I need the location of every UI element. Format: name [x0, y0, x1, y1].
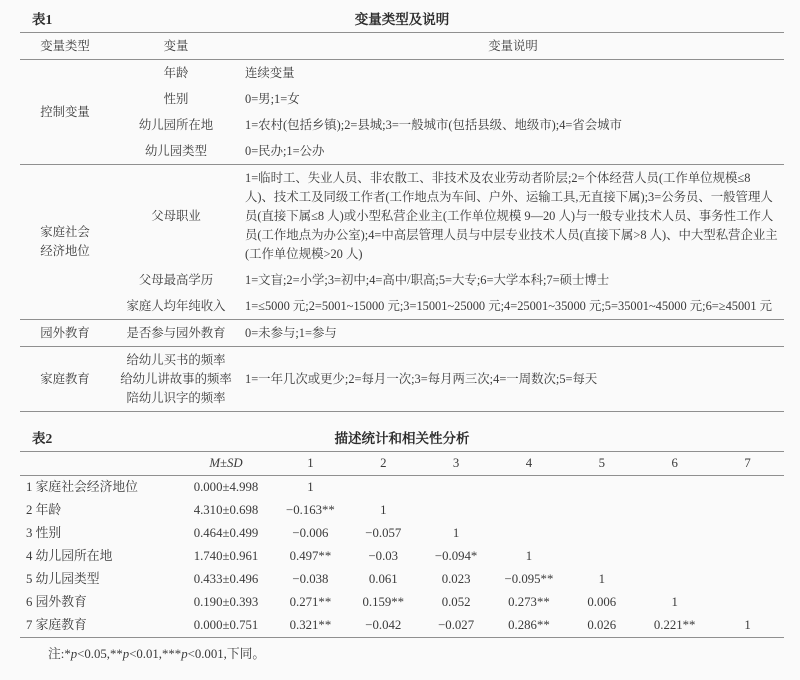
table2-row-label: 7 家庭教育: [26, 618, 87, 632]
table1-category-cell: [20, 165, 110, 320]
table2-row-label: 2 年龄: [26, 503, 62, 517]
table2-header-cell: 6: [638, 452, 711, 476]
table2-value-cell: [565, 545, 638, 568]
table1-variable-line: 给幼儿讲故事的频率: [120, 371, 232, 386]
table2-value-cell: 0.026: [587, 618, 617, 632]
table1-description-cell: 0=男;1=女: [245, 91, 300, 106]
table2-header-cell: 2: [347, 452, 420, 476]
table2-msd-cell: 0.000±4.998: [193, 480, 259, 494]
table2-caption: [20, 427, 784, 451]
table2-value-cell: 0.159**: [362, 595, 405, 609]
table1-variable-line: 年龄: [163, 65, 189, 80]
table2-value-cell: [347, 476, 420, 500]
table2-value-cell: −0.038: [292, 572, 329, 586]
table2-header-cell: 3: [420, 452, 493, 476]
table2-value-cell: 0.286**: [508, 618, 550, 632]
table1-row: [20, 138, 784, 165]
table1-header-variable: 变量: [110, 33, 242, 60]
table2-header-cell: 4: [493, 452, 566, 476]
table2-value-cell: 0.273**: [508, 595, 550, 609]
table2-value-cell: [638, 499, 711, 522]
table1-description-cell: 1=一年几次或更少;2=每月一次;3=每月两三次;4=一周数次;5=每天: [242, 347, 784, 412]
table2-value-cell: [711, 545, 784, 568]
table1-category-cell: [20, 320, 110, 347]
table2-value-cell: [638, 568, 711, 591]
table2-value-cell: [420, 499, 493, 522]
table1-variable-cell: [110, 267, 242, 293]
table2-value-cell: 0.023: [441, 572, 471, 586]
table1-row: [20, 293, 784, 320]
table1-category-text: 家庭社会经济地位: [40, 225, 90, 258]
table2-value-cell: −0.006: [292, 526, 329, 540]
table1-description-cell: 0=民办;1=公办: [245, 143, 325, 158]
table2-row: [20, 568, 784, 591]
table2-msd-cell: 0.000±0.751: [193, 618, 259, 632]
table2-msd-cell: 1.740±0.961: [193, 549, 259, 563]
table1-row: [20, 165, 784, 268]
table2-header-cell: 7: [711, 452, 784, 476]
table1-variable-line: 幼儿园所在地: [138, 117, 214, 132]
table1-header-variable-type: 变量类型: [20, 33, 110, 60]
table2-value-cell: 1: [525, 549, 533, 563]
table2-value-cell: 1: [380, 503, 387, 517]
table1-title: 变量类型及说明: [354, 12, 450, 27]
table2-row: [20, 476, 784, 500]
table1-variable-line: 是否参与园外教育: [126, 325, 226, 340]
table2-row-label: 6 园外教育: [26, 595, 87, 609]
table1-variable-line: 家庭人均年纯收入: [126, 298, 226, 313]
table1-variable-line: 陪幼儿识字的频率: [126, 390, 226, 405]
table2-header-cell: 5: [565, 452, 638, 476]
table1-variable-cell: [110, 347, 242, 412]
table2-value-cell: [565, 522, 638, 545]
table1-variable-cell: [110, 320, 242, 347]
table2-value-cell: 1: [671, 595, 678, 609]
table2-value-cell: 0.271**: [289, 595, 332, 609]
table2-row: [20, 614, 784, 638]
table1: [20, 32, 784, 412]
table2-value-cell: [493, 522, 566, 545]
table2-header-cell: M±SD: [178, 452, 274, 476]
table1-header-description: 变量说明: [242, 33, 784, 60]
table2-msd-cell: 0.190±0.393: [193, 595, 259, 609]
table1-category-cell: [20, 347, 110, 412]
table1-variable-line: 给幼儿买书的频率: [126, 352, 226, 367]
table2-value-cell: 0.321**: [289, 618, 332, 632]
table2-value-cell: −0.094*: [434, 549, 478, 563]
table1-variable-cell: [110, 293, 242, 320]
table1-category-text: 控制变量: [40, 104, 90, 119]
table2-row-label: 4 幼儿园所在地: [26, 549, 113, 563]
table2-row: [20, 545, 784, 568]
table2-value-cell: 1: [452, 526, 460, 540]
table2-value-cell: −0.095**: [504, 572, 554, 586]
table1-caption: [20, 8, 784, 32]
table2-value-cell: 1: [598, 572, 605, 586]
table2-value-cell: [420, 476, 493, 500]
table2-value-cell: [638, 545, 711, 568]
table1-variable-cell: [110, 86, 242, 112]
table1-variable-cell: [110, 165, 242, 268]
table2-value-cell: [711, 591, 784, 614]
table1-category-text: 园外教育: [40, 325, 90, 340]
table1-variable-cell: [110, 112, 242, 138]
table1-row: [20, 267, 784, 293]
table1-description-cell: 1=临时工、失业人员、非农散工、非技术及农业劳动者阶层;2=个体经营人员(工作单位规模≤8 人)、技术工及同级工作者(工作地点为车间、户外、运输工具,无直接下属);3=公务员、一般管理人员(直接下属≤8 人)或小型私营企业主(工作单位规模 9—20 人)与一般专业技术人员、事务性工作人员(工作地点为办公室);4=中高层管理人员与中层专业技术人员(直接下属>8 人)、中大型私营企业主(工作单位规模>20 人): [242, 165, 784, 268]
table1-description-cell: 1=农村(包括乡镇);2=县城;3=一般城市(包括县级、地级市);4=省会城市: [245, 117, 622, 132]
table2-msd-cell: 4.310±0.698: [193, 503, 259, 517]
table1-label: 表1: [32, 12, 53, 27]
table2-value-cell: [711, 499, 784, 522]
table1-variable-line: 父母职业: [151, 208, 201, 223]
table2-value-cell: 1: [307, 480, 314, 494]
table2-header-row: [20, 452, 784, 476]
table2-value-cell: −0.042: [365, 618, 402, 632]
table2-value-cell: 0.052: [441, 595, 471, 609]
table1-variable-cell: [110, 60, 242, 87]
table1-row: [20, 347, 784, 412]
table1-variable-cell: [110, 138, 242, 165]
table2-label: 表2: [32, 431, 53, 446]
table1-description-cell: 连续变量: [245, 65, 295, 80]
table2-value-cell: [711, 568, 784, 591]
table2-header-cell: 1: [274, 452, 347, 476]
table1-row: [20, 86, 784, 112]
table2-value-cell: −0.163**: [286, 503, 335, 517]
table2-value-cell: [565, 476, 638, 500]
table2-value-cell: 0.061: [368, 572, 398, 586]
table2-value-cell: −0.057: [365, 526, 402, 540]
table2-row-label: 3 性别: [26, 526, 62, 540]
table1-description-cell: 1=文盲;2=小学;3=初中;4=高中/职高;5=大专;6=大学本科;7=硕士博士: [245, 272, 610, 287]
table1-row: [20, 60, 784, 87]
table2-msd-cell: 0.464±0.499: [193, 526, 259, 540]
table1-row: [20, 320, 784, 347]
table2-row: [20, 499, 784, 522]
table2-value-cell: [493, 499, 566, 522]
table2-value-cell: [565, 499, 638, 522]
table1-variable-line: 幼儿园类型: [145, 143, 207, 158]
table2-row-label: 1 家庭社会经济地位: [26, 480, 138, 494]
table2-value-cell: 1: [744, 618, 751, 632]
table2-value-cell: −0.027: [438, 618, 475, 632]
table2-value-cell: −0.03: [368, 549, 399, 563]
table2-title: 描述统计和相关性分析: [334, 431, 470, 446]
table1-category-text: 家庭教育: [40, 371, 90, 386]
table1-header-row: [20, 33, 784, 60]
table2-value-cell: 0.006: [587, 595, 617, 609]
table2: [20, 451, 784, 638]
table1-variable-line: 性别: [163, 91, 189, 106]
table2-value-cell: 0.497**: [289, 549, 332, 563]
table2-row-label: 5 幼儿园类型: [26, 572, 100, 586]
table2-value-cell: [711, 476, 784, 500]
table2-msd-cell: 0.433±0.496: [193, 572, 259, 586]
table1-description-cell: 0=未参与;1=参与: [242, 320, 784, 347]
table2-row: [20, 522, 784, 545]
table2-header-row-tr: [20, 452, 784, 476]
table1-variable-line: 父母最高学历: [138, 272, 214, 287]
table2-row: [20, 591, 784, 614]
table2-header-cell: [20, 452, 178, 476]
table1-category-cell: [20, 60, 110, 165]
table2-value-cell: [493, 476, 566, 500]
table1-row: [20, 112, 784, 138]
table1-description-cell: 1=≤5000 元;2=5001~15000 元;3=15001~25000 元;4=25001~35000 元;5=35001~45000 元;6=≥45001 元: [245, 298, 773, 313]
table2-note: 注:*p<0.05,**p<0.01,***p<0.001,下同。: [48, 647, 266, 661]
table2-value-cell: [711, 522, 784, 545]
table2-value-cell: [638, 476, 711, 500]
table2-value-cell: 0.221**: [653, 618, 696, 632]
table2-value-cell: [638, 522, 711, 545]
